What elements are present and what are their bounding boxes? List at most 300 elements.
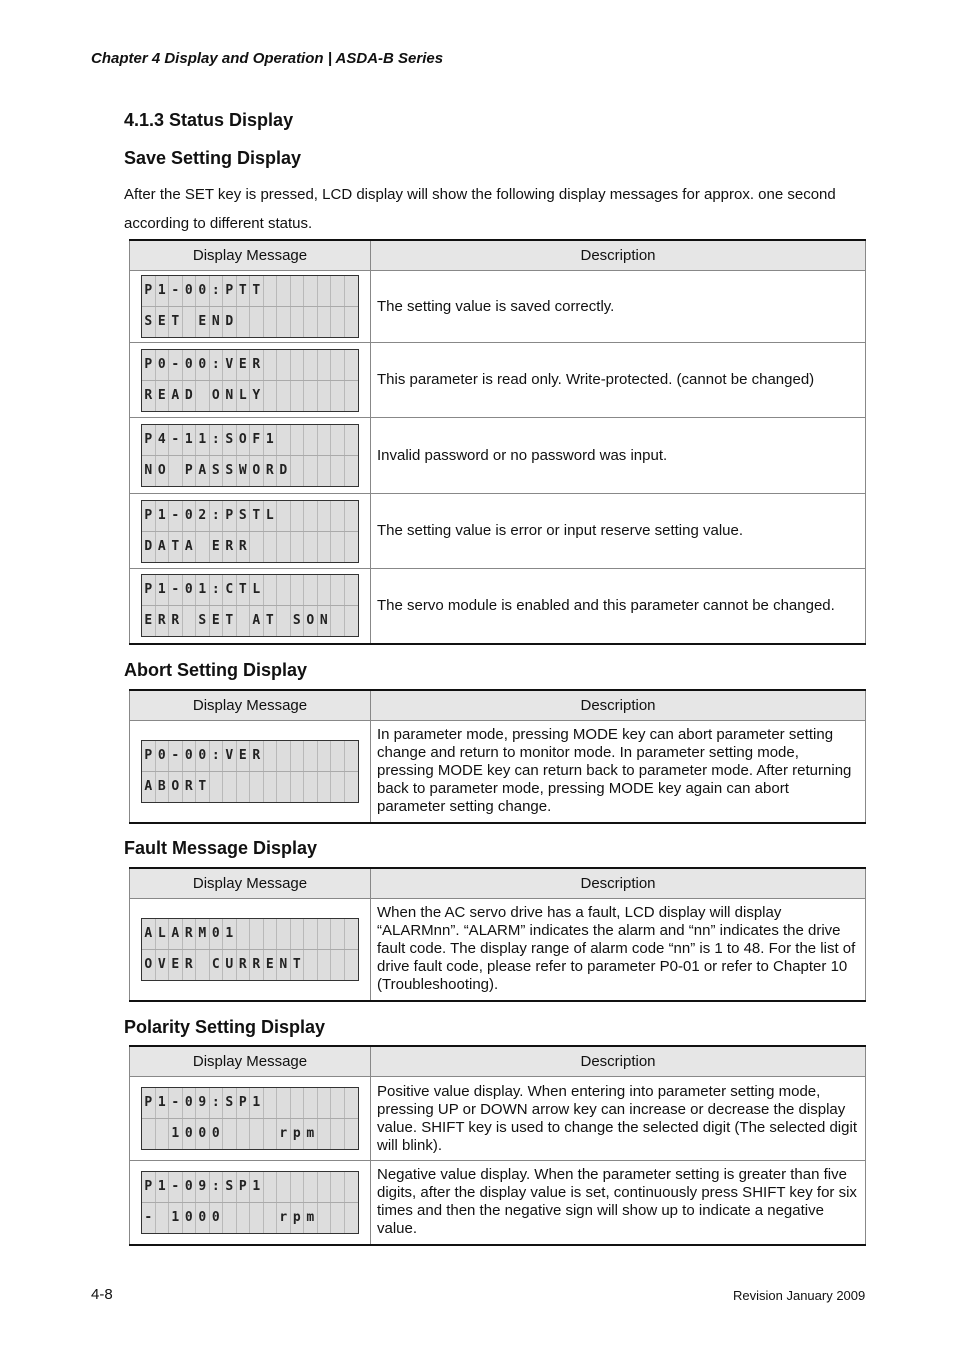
lcd-char: : xyxy=(210,1088,224,1118)
lcd-char: P xyxy=(142,425,156,455)
lcd-char xyxy=(264,276,278,306)
lcd-char xyxy=(142,1119,156,1149)
lcd-char: : xyxy=(210,276,224,306)
lcd-char: - xyxy=(169,1172,183,1202)
lcd-char xyxy=(304,501,318,531)
lcd-char: - xyxy=(169,276,183,306)
lcd-char xyxy=(277,741,291,771)
lcd-char: T xyxy=(237,575,251,605)
lcd-char xyxy=(304,350,318,380)
lcd-char: S xyxy=(210,456,224,486)
lcd-char: D xyxy=(223,307,237,337)
lcd-char xyxy=(277,575,291,605)
lcd-char: 1 xyxy=(196,575,210,605)
lcd-char xyxy=(277,350,291,380)
save-setting-intro: After the SET key is pressed, LCD display will show the following display messages for approx. one second according to different status. xyxy=(124,186,836,232)
column-header-display-message: Display Message xyxy=(130,1046,371,1077)
lcd-char: V xyxy=(223,350,237,380)
lcd-char: R xyxy=(183,919,197,949)
lcd-char: 0 xyxy=(183,575,197,605)
lcd-char xyxy=(318,1203,332,1233)
lcd-char: D xyxy=(183,381,197,411)
lcd-char xyxy=(331,1088,345,1118)
lcd-char: R xyxy=(264,456,278,486)
lcd-char xyxy=(277,606,291,636)
lcd-char: : xyxy=(210,741,224,771)
lcd-char: R xyxy=(237,950,251,980)
column-header-description: Description xyxy=(371,868,866,899)
lcd-char xyxy=(345,1119,359,1149)
row-description: The servo module is enabled and this parameter cannot be changed. xyxy=(371,569,866,644)
lcd-char xyxy=(318,772,332,802)
lcd-char xyxy=(277,307,291,337)
table-row xyxy=(130,343,866,418)
lcd-char: - xyxy=(142,1203,156,1233)
lcd-char: T xyxy=(169,532,183,562)
lcd-char xyxy=(291,1172,305,1202)
lcd-char xyxy=(318,381,332,411)
lcd-char xyxy=(223,1203,237,1233)
lcd-char xyxy=(156,1119,170,1149)
lcd-char xyxy=(237,1119,251,1149)
lcd-line xyxy=(142,1088,358,1118)
lcd-char xyxy=(304,575,318,605)
row-description: When the AC servo drive has a fault, LCD display will display “ALARMnn”. “ALARM” indicates the alarm and “nn” indicates the drive fault code. The display range of alarm code “nn” is 1 to 48. For the list of drive fault code, please refer to parameter P0-01 or refer to Chapter 10 (Troubleshooting). xyxy=(371,899,866,1001)
lcd-char xyxy=(264,1119,278,1149)
lcd-char: T xyxy=(264,606,278,636)
lcd-char: F xyxy=(250,425,264,455)
lcd-char xyxy=(277,919,291,949)
lcd-line xyxy=(142,501,358,531)
lcd-char xyxy=(304,425,318,455)
lcd-display xyxy=(141,1171,359,1234)
lcd-char xyxy=(277,381,291,411)
row-description: In parameter mode, pressing MODE key can abort parameter setting change and return to monitor mode. In parameter setting mode, pressing MODE key can return back to parameter mode. After returning back to parameter mode, pressing MODE key again can abort parameter setting change. xyxy=(371,721,866,823)
lcd-char xyxy=(318,741,332,771)
lcd-char: O xyxy=(156,456,170,486)
lcd-char: - xyxy=(169,741,183,771)
row-description: This parameter is read only. Write-protected. (cannot be changed) xyxy=(371,343,866,418)
row-description: The setting value is saved correctly. xyxy=(371,271,866,343)
lcd-char xyxy=(318,456,332,486)
lcd-char: N xyxy=(223,381,237,411)
abort-setting-table xyxy=(129,689,866,824)
lcd-char xyxy=(318,919,332,949)
lcd-char xyxy=(250,772,264,802)
lcd-char: 0 xyxy=(183,1088,197,1118)
lcd-char: L xyxy=(237,381,251,411)
lcd-char: 0 xyxy=(183,276,197,306)
lcd-char: C xyxy=(210,950,224,980)
lcd-char xyxy=(304,532,318,562)
lcd-char: r xyxy=(277,1203,291,1233)
lcd-char: R xyxy=(223,532,237,562)
lcd-char xyxy=(318,532,332,562)
lcd-display xyxy=(141,500,359,563)
lcd-char: 4 xyxy=(156,425,170,455)
lcd-char: A xyxy=(196,456,210,486)
lcd-char xyxy=(237,606,251,636)
lcd-display xyxy=(141,1087,359,1150)
lcd-char xyxy=(223,772,237,802)
lcd-char: D xyxy=(142,532,156,562)
lcd-line xyxy=(142,605,358,636)
lcd-char: B xyxy=(156,772,170,802)
lcd-char xyxy=(264,307,278,337)
lcd-char: E xyxy=(237,350,251,380)
revision-note: Revision January 2009 xyxy=(733,1288,866,1303)
table-row xyxy=(130,271,866,343)
lcd-char xyxy=(345,1088,359,1118)
lcd-char xyxy=(331,350,345,380)
lcd-char: r xyxy=(277,1119,291,1149)
lcd-char xyxy=(291,381,305,411)
lcd-line xyxy=(142,276,358,306)
lcd-display xyxy=(141,349,359,412)
lcd-char: R xyxy=(250,741,264,771)
lcd-char xyxy=(304,307,318,337)
lcd-char xyxy=(345,501,359,531)
lcd-char: E xyxy=(210,606,224,636)
lcd-char: S xyxy=(142,307,156,337)
lcd-char xyxy=(318,425,332,455)
lcd-char xyxy=(264,1088,278,1118)
lcd-char xyxy=(318,501,332,531)
lcd-char: O xyxy=(237,425,251,455)
lcd-char: 0 xyxy=(196,350,210,380)
table-row xyxy=(130,569,866,644)
lcd-char xyxy=(345,1172,359,1202)
lcd-char xyxy=(291,532,305,562)
lcd-char: 0 xyxy=(196,741,210,771)
lcd-char: 1 xyxy=(156,575,170,605)
table-row xyxy=(130,721,866,823)
lcd-char xyxy=(264,772,278,802)
lcd-char: : xyxy=(210,501,224,531)
lcd-char: 1 xyxy=(156,276,170,306)
lcd-char xyxy=(291,741,305,771)
lcd-char xyxy=(291,772,305,802)
lcd-line xyxy=(142,425,358,455)
lcd-char: E xyxy=(142,606,156,636)
lcd-line xyxy=(142,1202,358,1233)
lcd-char xyxy=(345,307,359,337)
lcd-display xyxy=(141,275,359,338)
lcd-display xyxy=(141,918,359,981)
lcd-char xyxy=(264,350,278,380)
lcd-char: E xyxy=(156,381,170,411)
lcd-char: N xyxy=(142,456,156,486)
lcd-char: P xyxy=(142,276,156,306)
lcd-char: E xyxy=(264,950,278,980)
lcd-char xyxy=(318,1172,332,1202)
lcd-char: R xyxy=(169,606,183,636)
lcd-char xyxy=(318,276,332,306)
lcd-char xyxy=(345,1203,359,1233)
lcd-char: 1 xyxy=(156,1088,170,1118)
lcd-char: P xyxy=(183,456,197,486)
lcd-char: - xyxy=(169,425,183,455)
lcd-char xyxy=(183,307,197,337)
lcd-char xyxy=(331,772,345,802)
page-number: 4-8 xyxy=(91,1286,113,1303)
lcd-char xyxy=(291,307,305,337)
table-row xyxy=(130,1161,866,1245)
lcd-char xyxy=(318,1119,332,1149)
lcd-char xyxy=(196,532,210,562)
column-header-description: Description xyxy=(371,1046,866,1077)
lcd-char xyxy=(264,741,278,771)
lcd-char: P xyxy=(142,501,156,531)
lcd-char xyxy=(250,919,264,949)
lcd-char xyxy=(277,1088,291,1118)
lcd-line xyxy=(142,1172,358,1202)
lcd-char: S xyxy=(223,456,237,486)
lcd-line xyxy=(142,919,358,949)
lcd-char xyxy=(291,425,305,455)
lcd-char: m xyxy=(304,1203,318,1233)
lcd-char: 0 xyxy=(196,1203,210,1233)
lcd-char: 1 xyxy=(183,425,197,455)
lcd-char xyxy=(250,1203,264,1233)
lcd-char xyxy=(250,1119,264,1149)
save-setting-title: Save Setting Display xyxy=(124,148,302,168)
lcd-char xyxy=(345,276,359,306)
fault-message-title: Fault Message Display xyxy=(124,838,318,858)
lcd-char: : xyxy=(210,1172,224,1202)
lcd-char xyxy=(237,307,251,337)
lcd-char: P xyxy=(142,575,156,605)
lcd-line xyxy=(142,350,358,380)
lcd-char: 0 xyxy=(183,1119,197,1149)
column-header-description: Description xyxy=(371,240,866,271)
row-description: The setting value is error or input reserve setting value. xyxy=(371,494,866,569)
lcd-line xyxy=(142,949,358,980)
lcd-display xyxy=(141,574,359,637)
lcd-char xyxy=(196,381,210,411)
lcd-char xyxy=(304,919,318,949)
lcd-char: L xyxy=(264,501,278,531)
lcd-char xyxy=(237,919,251,949)
lcd-char xyxy=(318,350,332,380)
lcd-char: O xyxy=(304,606,318,636)
lcd-char: 0 xyxy=(210,1119,224,1149)
lcd-char: N xyxy=(277,950,291,980)
lcd-char: A xyxy=(169,919,183,949)
lcd-char: P xyxy=(142,1088,156,1118)
lcd-char xyxy=(264,1203,278,1233)
row-description: Negative value display. When the parameter setting is greater than five digits, after the display value is set, continuously press SHIFT key for six times and then the negative sign will show up to indicate a negative value. xyxy=(371,1161,866,1245)
lcd-char: 0 xyxy=(183,501,197,531)
lcd-char xyxy=(277,425,291,455)
lcd-char: E xyxy=(169,950,183,980)
table-row xyxy=(130,418,866,494)
lcd-char xyxy=(318,307,332,337)
table-row xyxy=(130,1077,866,1161)
row-description: Positive value display. When entering into parameter setting mode, pressing UP or DOWN arrow key can increase or decrease the display value. SHIFT key is used to change the selected digit (The selected digit will blink). xyxy=(371,1077,866,1161)
lcd-char xyxy=(304,950,318,980)
lcd-char xyxy=(318,950,332,980)
lcd-char xyxy=(277,772,291,802)
lcd-char: Y xyxy=(250,381,264,411)
lcd-char xyxy=(304,1088,318,1118)
lcd-char: A xyxy=(142,772,156,802)
lcd-char xyxy=(331,1119,345,1149)
lcd-char: A xyxy=(250,606,264,636)
lcd-char: - xyxy=(169,1088,183,1118)
lcd-line xyxy=(142,1118,358,1149)
lcd-char: R xyxy=(142,381,156,411)
lcd-char: P xyxy=(237,1172,251,1202)
running-header: Chapter 4 Display and Operation | ASDA-B Series xyxy=(91,50,444,67)
lcd-char xyxy=(264,919,278,949)
lcd-char xyxy=(237,772,251,802)
lcd-char: - xyxy=(169,575,183,605)
lcd-char: A xyxy=(156,532,170,562)
lcd-char: O xyxy=(250,456,264,486)
lcd-char xyxy=(250,532,264,562)
lcd-char: 0 xyxy=(196,276,210,306)
lcd-char xyxy=(331,950,345,980)
lcd-char xyxy=(331,381,345,411)
lcd-line xyxy=(142,741,358,771)
lcd-char: M xyxy=(196,919,210,949)
lcd-char: D xyxy=(277,456,291,486)
lcd-char: T xyxy=(291,950,305,980)
lcd-char: 9 xyxy=(196,1088,210,1118)
lcd-char: 0 xyxy=(183,350,197,380)
lcd-char: 0 xyxy=(183,741,197,771)
lcd-char xyxy=(331,919,345,949)
lcd-char: O xyxy=(210,381,224,411)
lcd-char: R xyxy=(183,772,197,802)
lcd-char xyxy=(277,501,291,531)
lcd-char: R xyxy=(237,532,251,562)
lcd-char: T xyxy=(169,307,183,337)
fault-message-table xyxy=(129,867,866,1002)
lcd-char: T xyxy=(250,501,264,531)
lcd-display xyxy=(141,424,359,487)
lcd-char xyxy=(331,606,345,636)
table-row xyxy=(130,494,866,569)
lcd-char: S xyxy=(237,501,251,531)
lcd-char: 1 xyxy=(169,1119,183,1149)
lcd-char: T xyxy=(237,276,251,306)
lcd-char: R xyxy=(156,606,170,636)
lcd-char xyxy=(264,575,278,605)
lcd-char xyxy=(345,606,359,636)
lcd-char xyxy=(250,307,264,337)
lcd-char: 0 xyxy=(210,919,224,949)
lcd-display xyxy=(141,740,359,803)
lcd-char: S xyxy=(223,1172,237,1202)
lcd-char: C xyxy=(223,575,237,605)
column-header-display-message: Display Message xyxy=(130,240,371,271)
polarity-setting-title: Polarity Setting Display xyxy=(124,1017,326,1037)
lcd-char xyxy=(304,381,318,411)
lcd-char xyxy=(345,575,359,605)
lcd-char: 9 xyxy=(196,1172,210,1202)
lcd-char xyxy=(210,772,224,802)
lcd-char: S xyxy=(291,606,305,636)
lcd-char: P xyxy=(223,501,237,531)
lcd-char xyxy=(345,456,359,486)
lcd-char xyxy=(291,919,305,949)
lcd-char: : xyxy=(210,350,224,380)
lcd-char: T xyxy=(250,276,264,306)
lcd-char xyxy=(264,532,278,562)
lcd-char xyxy=(345,950,359,980)
lcd-char: E xyxy=(210,532,224,562)
lcd-char xyxy=(345,772,359,802)
lcd-char xyxy=(345,919,359,949)
lcd-char xyxy=(156,1203,170,1233)
lcd-char: R xyxy=(250,950,264,980)
table-row xyxy=(130,899,866,1001)
lcd-char xyxy=(291,501,305,531)
lcd-char: 1 xyxy=(264,425,278,455)
lcd-char xyxy=(331,501,345,531)
lcd-char: P xyxy=(237,1088,251,1118)
lcd-char xyxy=(264,381,278,411)
lcd-char: 1 xyxy=(196,425,210,455)
lcd-char: : xyxy=(210,575,224,605)
lcd-char xyxy=(237,1203,251,1233)
lcd-char: - xyxy=(169,501,183,531)
lcd-char: S xyxy=(196,606,210,636)
lcd-char: : xyxy=(210,425,224,455)
lcd-char xyxy=(223,1119,237,1149)
lcd-char: p xyxy=(291,1203,305,1233)
lcd-char: p xyxy=(291,1119,305,1149)
lcd-char xyxy=(291,1088,305,1118)
lcd-char: 1 xyxy=(156,501,170,531)
lcd-char: m xyxy=(304,1119,318,1149)
lcd-char: W xyxy=(237,456,251,486)
lcd-char xyxy=(183,606,197,636)
lcd-char: T xyxy=(196,772,210,802)
lcd-char xyxy=(291,350,305,380)
lcd-char: U xyxy=(223,950,237,980)
lcd-char xyxy=(277,532,291,562)
lcd-char: O xyxy=(169,772,183,802)
lcd-char xyxy=(331,575,345,605)
lcd-char xyxy=(331,1203,345,1233)
lcd-char: 1 xyxy=(250,1088,264,1118)
lcd-char xyxy=(277,276,291,306)
lcd-char: S xyxy=(223,1088,237,1118)
lcd-char: N xyxy=(210,307,224,337)
lcd-char: 0 xyxy=(156,741,170,771)
lcd-char xyxy=(264,1172,278,1202)
lcd-char: L xyxy=(156,919,170,949)
lcd-char xyxy=(345,381,359,411)
lcd-line xyxy=(142,455,358,486)
lcd-char: 0 xyxy=(196,1119,210,1149)
lcd-char xyxy=(331,741,345,771)
lcd-char: V xyxy=(223,741,237,771)
row-description: Invalid password or no password was input. xyxy=(371,418,866,494)
lcd-char xyxy=(345,425,359,455)
lcd-char xyxy=(277,1172,291,1202)
lcd-char: A xyxy=(183,532,197,562)
lcd-line xyxy=(142,575,358,605)
lcd-char: P xyxy=(142,741,156,771)
lcd-char xyxy=(291,575,305,605)
lcd-char xyxy=(304,772,318,802)
lcd-char: L xyxy=(250,575,264,605)
lcd-char xyxy=(196,950,210,980)
